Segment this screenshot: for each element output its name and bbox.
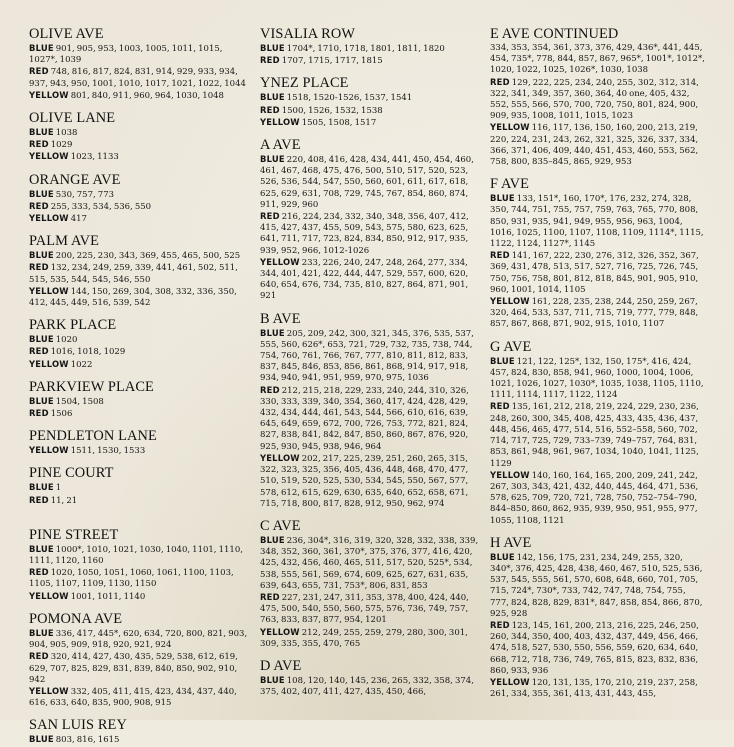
color-code-label: RED (490, 76, 510, 87)
address-line (490, 552, 706, 620)
street-name: G AVE (490, 338, 532, 355)
color-code-label: YELLOW (29, 445, 69, 456)
address-line (29, 567, 251, 590)
address-line (490, 470, 706, 527)
house-numbers: 1 (55, 483, 62, 494)
color-code-label: RED (29, 200, 49, 211)
house-numbers: 901, 905, 953, 1003, 1005, 1011, 1015, 1027*, 1039 (29, 44, 223, 66)
house-numbers: 1704*, 1710, 1718, 1801, 1811, 1820 (286, 44, 445, 54)
address-line (29, 262, 251, 285)
house-numbers: 1038 (55, 128, 78, 139)
color-code-label: BLUE (260, 43, 285, 53)
street-name: E AVE CONTINUED (490, 26, 619, 42)
color-code-label: BLUE (29, 127, 54, 138)
color-code-label: BLUE (29, 250, 54, 261)
street-name: SAN LUIS REY (29, 717, 127, 734)
street-entry (29, 466, 251, 506)
house-numbers: 1511, 1530, 1533 (70, 446, 146, 457)
street-name: C AVE (260, 517, 301, 534)
color-code-label: RED (490, 619, 510, 630)
house-numbers: 1022 (70, 359, 93, 370)
color-code-label: RED (260, 104, 280, 115)
street-entry (29, 718, 251, 746)
street-entry (29, 528, 251, 603)
street-entry (260, 312, 482, 510)
color-code-label: BLUE (260, 92, 285, 103)
color-code-label: RED (29, 651, 49, 662)
color-code-label: RED (29, 408, 49, 419)
color-code-label: BLUE (29, 395, 54, 406)
color-code-label: YELLOW (260, 452, 300, 463)
street-name: B AVE (260, 310, 301, 327)
street-entry (29, 429, 251, 457)
address-line (29, 482, 251, 494)
street-name: VISALIA ROW (260, 26, 356, 42)
street-entry (29, 234, 251, 309)
street-entry (260, 138, 482, 303)
color-code-label: BLUE (260, 674, 285, 685)
address-line (260, 453, 482, 510)
color-code-label: RED (29, 494, 49, 505)
street-name: OLIVE AVE (29, 26, 104, 42)
address-line (260, 55, 482, 67)
street-name: PINE STREET (29, 526, 119, 543)
house-numbers: 212, 215, 218, 229, 233, 240, 244, 310, 326, 330, 333, 339, 340, 354, 360, 417, 424, 428, 429, 432, 434, 444, 461, 543, 544, 566, 610, 616, 639, 645, 649, 659, 672, 700, 726, 753, 772, 821, 824, 827, 838, 841, 842, 847, 850, 860, 867, 876, 920, 925, 930, 945, 938, 946, 964 (260, 385, 469, 452)
address-line (490, 77, 706, 123)
street-entry (490, 340, 706, 527)
color-code-label: YELLOW (490, 469, 530, 480)
house-numbers: 216, 224, 234, 332, 340, 348, 356, 407, 412, 415, 427, 437, 455, 509, 543, 575, 580, 623, 625, 641, 711, 717, 723, 824, 834, 850, 912, 917, 935, 939, 952, 966, 1012-1026 (260, 212, 469, 256)
address-line (29, 213, 251, 225)
address-line (29, 139, 251, 151)
address-line (29, 286, 251, 309)
color-code-label: BLUE (29, 482, 54, 493)
house-numbers: 1506 (50, 409, 73, 420)
color-code-label: RED (29, 346, 49, 357)
address-line (260, 385, 482, 453)
house-numbers: 129, 222, 225, 234, 240, 255, 302, 312, 314, 322, 341, 349, 357, 360, 364, 40 one, 405, 432, 552, 555, 566, 570, 700, 720, 750, 801, 824, 900, 909, 935, 1008, 1011, 1015, 1023 (490, 77, 699, 122)
house-numbers: 220, 408, 416, 428, 434, 441, 450, 454, 460, 461, 467, 468, 475, 476, 500, 510, 517, 520, 523, 526, 536, 544, 547, 550, 560, 601, 611, 617, 618, 625, 629, 631, 708, 729, 745, 767, 854, 860, 874, 911, 929, 960 (260, 155, 474, 210)
color-code-label: YELLOW (29, 151, 69, 162)
address-line (29, 189, 251, 201)
color-code-label: YELLOW (29, 685, 69, 696)
color-code-label: RED (260, 211, 280, 222)
street-entry (260, 76, 482, 129)
color-code-label: BLUE (29, 627, 54, 638)
address-line (260, 535, 482, 592)
color-code-label: BLUE (490, 551, 515, 562)
street-name: ORANGE AVE (29, 171, 121, 188)
address-line (490, 122, 706, 168)
color-code-label: YELLOW (29, 590, 69, 601)
house-numbers: 140, 160, 164, 165, 200, 209, 241, 242, 267, 303, 343, 421, 432, 440, 445, 464, 471, 536, 578, 625, 709, 720, 721, 728, 750, 752–754–790, 844–850, 860, 862, 935, 939, 950, 951, 955, 977, 1055, 1108, 1121 (490, 470, 699, 526)
address-line (260, 105, 482, 117)
house-numbers: 200, 225, 230, 343, 369, 455, 465, 500, 525 (55, 251, 241, 262)
color-code-label: BLUE (29, 334, 54, 345)
color-code-label: RED (260, 591, 280, 602)
address-line (260, 328, 482, 385)
street-name: PINE COURT (29, 465, 114, 482)
address-line (29, 408, 251, 420)
address-line (29, 127, 251, 139)
address-line (29, 90, 251, 102)
address-line (260, 92, 482, 104)
house-numbers: 332, 405, 411, 415, 423, 434, 437, 440, 616, 633, 640, 835, 900, 908, 915 (29, 686, 237, 709)
house-numbers: 161, 228, 235, 238, 244, 250, 259, 267, 320, 464, 533, 537, 711, 715, 719, 777, 779, 848, 857, 867, 868, 871, 902, 915, 1010, 1107 (490, 297, 699, 330)
address-line (490, 356, 706, 402)
street-name: A AVE (260, 137, 301, 154)
house-numbers: 1020 (55, 335, 78, 346)
street-name: H AVE (490, 534, 532, 551)
color-code-label: YELLOW (490, 296, 530, 307)
street-name: OLIVE LANE (29, 110, 116, 127)
address-line (29, 151, 251, 163)
street-name: F AVE (490, 176, 530, 193)
color-code-label: YELLOW (490, 676, 530, 687)
address-line (29, 250, 251, 262)
address-line (490, 677, 706, 700)
address-line (260, 154, 482, 211)
house-numbers: 120, 131, 135, 170, 210, 219, 237, 258, 261, 334, 355, 361, 413, 431, 443, 455, (490, 677, 698, 700)
color-code-label: RED (29, 262, 49, 273)
color-code-label: BLUE (260, 534, 285, 545)
address-line (29, 591, 251, 603)
color-code-label: YELLOW (490, 122, 530, 133)
street-entry (29, 380, 251, 420)
address-line (29, 651, 251, 686)
address-line (29, 43, 251, 66)
address-line (490, 43, 706, 77)
street-name: D AVE (260, 657, 302, 674)
address-line (490, 620, 706, 677)
address-line (29, 686, 251, 709)
house-numbers: 133, 151*, 160, 170*, 176, 232, 274, 328, 350, 744, 751, 755, 757, 759, 763, 765, 770, 808, 850, 931, 935, 941, 949, 955, 956, 963, 1004, 1016, 1025, 1100, 1107, 1108, 1109, 1114*, 1115, 1122, 1124, 1127*, 1145 (490, 194, 704, 250)
street-entry (29, 612, 251, 709)
address-line (29, 201, 251, 213)
color-code-label: RED (490, 401, 510, 412)
address-line (29, 544, 251, 567)
street-column-3 (490, 27, 706, 720)
street-entry (29, 173, 251, 226)
house-numbers: 417 (70, 214, 87, 225)
color-code-label: YELLOW (260, 116, 300, 127)
house-numbers: 1707, 1715, 1717, 1815 (281, 56, 383, 67)
street-column-2 (260, 27, 482, 720)
color-code-label: BLUE (29, 188, 54, 199)
house-numbers: 142, 156, 175, 231, 234, 249, 255, 320, 340*, 376, 425, 428, 438, 460, 467, 510, 525, 536, 537, 545, 555, 561, 570, 608, 648, 660, 701, 705, 715, 724*, 730*, 733, 742, 747, 748, 754, 755, 777, 824, 828, 829, 831*, 847, 858, 854, 866, 870, 925, 928 (490, 552, 703, 619)
house-numbers: 1016, 1018, 1029 (50, 347, 126, 358)
color-code-label: BLUE (260, 327, 285, 338)
house-numbers: 236, 304*, 316, 319, 320, 328, 332, 338, 339, 348, 352, 360, 361, 370*, 375, 376, 377, 416, 420, 425, 432, 456, 460, 465, 511, 517, 520, 525*, 534, 538, 555, 561, 569, 674, 609, 625, 627, 631, 635, 639, 643, 655, 731, 753*, 806, 831, 853 (260, 535, 479, 591)
color-code-label: YELLOW (29, 213, 69, 224)
house-numbers: 132, 234, 249, 259, 339, 441, 461, 502, 511, 515, 535, 544, 545, 546, 550 (29, 263, 238, 285)
house-numbers: 1505, 1508, 1517 (301, 117, 377, 128)
house-numbers: 803, 816, 1615 (55, 735, 120, 746)
color-code-label: BLUE (490, 193, 515, 204)
house-numbers: 255, 333, 534, 536, 550 (50, 201, 152, 212)
house-numbers: 227, 231, 247, 311, 353, 378, 400, 424, 440, 475, 500, 540, 550, 560, 575, 576, 736, 749, 757, 763, 833, 837, 877, 954, 1201 (260, 592, 469, 626)
color-code-label: YELLOW (260, 626, 300, 637)
house-numbers: 205, 209, 242, 300, 321, 345, 376, 535, 537, 555, 560, 626*, 653, 721, 729, 732, 735, 738, 744, 754, 760, 761, 766, 767, 777, 810, 811, 812, 833, 837, 845, 846, 853, 856, 861, 868, 914, 917, 918, 934, 940, 941, 951, 959, 970, 975, 1036 (260, 328, 474, 384)
street-name: PARK PLACE (29, 317, 117, 334)
house-numbers: 320, 414, 427, 430, 435, 529, 538, 612, 619, 629, 707, 825, 829, 831, 839, 840, 850, 902, 910, 942 (29, 652, 238, 685)
house-numbers: 530, 757, 773 (55, 189, 115, 200)
address-line (29, 359, 251, 371)
address-line (260, 675, 482, 698)
house-numbers: 334, 353, 354, 361, 373, 376, 429, 436*, 441, 445, 454, 735*, 778, 844, 857, 867, 965*, 1001*, 1012*, 1020, 1022, 1025, 1026*, 1030, 1038 (490, 43, 705, 76)
address-line (260, 117, 482, 129)
address-line (29, 346, 251, 358)
color-code-label: BLUE (29, 543, 54, 554)
house-numbers: 121, 122, 125*, 132, 150, 175*, 416, 424, 457, 824, 830, 858, 941, 960, 1000, 1004, 1006, 1021, 1026, 1027, 1030*, 1035, 1038, 1105, 1110, 1111, 1114, 1117, 1122, 1124 (490, 356, 704, 401)
address-line (260, 257, 482, 303)
house-numbers: 123, 145, 161, 200, 213, 216, 225, 246, 250, 260, 344, 350, 400, 403, 432, 437, 449, 456, 466, 474, 518, 527, 530, 550, 556, 559, 620, 634, 640, 668, 712, 718, 736, 749, 765, 815, 823, 832, 836, 860, 933, 936 (490, 620, 699, 676)
address-line (260, 627, 482, 650)
street-name: PALM AVE (29, 233, 99, 250)
street-name: PARKVIEW PLACE (29, 378, 154, 395)
house-numbers: 11, 21 (50, 495, 78, 506)
house-numbers: 212, 249, 255, 259, 279, 280, 300, 301, 309, 335, 355, 470, 765 (260, 627, 468, 649)
color-code-label: RED (260, 55, 280, 66)
address-line (29, 495, 251, 507)
house-numbers: 1504, 1508 (55, 396, 104, 407)
street-name: PENDLETON LANE (29, 428, 157, 445)
address-line (490, 401, 706, 469)
color-code-label: YELLOW (29, 358, 69, 369)
street-entry (29, 111, 251, 164)
color-code-label: RED (29, 567, 49, 578)
house-numbers: 1029 (50, 140, 73, 151)
color-code-label: RED (260, 384, 280, 395)
house-numbers: 1023, 1133 (70, 152, 119, 163)
address-line (29, 628, 251, 651)
color-code-label: BLUE (29, 734, 54, 745)
house-numbers: 801, 840, 911, 960, 964, 1030, 1048 (70, 90, 224, 101)
color-code-label: BLUE (29, 43, 54, 53)
house-numbers: 135, 161, 212, 218, 219, 224, 229, 230, 236, 248, 260, 300, 345, 408, 425, 433, 435, 436, 437, 448, 456, 465, 477, 514, 516, 552–558, 560, 702, 714, 717, 725, 729, 733–739, 749–757, 764, 831, 853, 861, 948, 961, 967, 1034, 1040, 1041, 1125, 1129 (490, 402, 699, 469)
street-entry (29, 318, 251, 371)
house-numbers: 748, 816, 817, 824, 831, 914, 929, 933, 934, 937, 943, 950, 1001, 1010, 1017, 1021, 1022, 1044 (29, 67, 246, 89)
house-numbers: 116, 117, 136, 150, 160, 200, 213, 219, 220, 224, 231, 243, 262, 321, 325, 326, 337, 334, 366, 371, 406, 409, 440, 451, 453, 460, 553, 562, 758, 800, 835–845, 865, 929, 953 (490, 123, 699, 168)
color-code-label: BLUE (490, 355, 515, 366)
house-numbers: 141, 167, 222, 230, 276, 312, 326, 352, 367, 369, 431, 478, 513, 517, 527, 716, 725, 726, 745, 750, 756, 758, 801, 812, 818, 845, 901, 905, 910, 960, 1001, 1014, 1105 (490, 251, 699, 295)
color-code-label: RED (29, 139, 49, 150)
address-line (29, 334, 251, 346)
color-code-label: RED (490, 250, 510, 261)
street-name: YNEZ PLACE (260, 75, 349, 92)
street-entry (260, 27, 482, 67)
street-entry (260, 519, 482, 650)
color-code-label: YELLOW (29, 89, 69, 100)
color-code-label: YELLOW (260, 256, 300, 267)
house-numbers: 108, 120, 140, 145, 236, 265, 332, 358, 374, 375, 402, 407, 411, 427, 435, 450, 466, (260, 675, 474, 698)
color-code-label: BLUE (260, 154, 285, 165)
address-line (260, 43, 482, 55)
address-line (29, 66, 251, 89)
address-line (260, 592, 482, 627)
house-numbers: 1020, 1050, 1051, 1060, 1061, 1100, 1103, 1105, 1107, 1109, 1130, 1150 (29, 568, 234, 590)
address-line (490, 250, 706, 296)
street-name: POMONA AVE (29, 610, 123, 627)
street-entry (260, 659, 482, 698)
address-line (260, 211, 482, 257)
street-entry (29, 27, 251, 102)
house-numbers: 202, 217, 225, 239, 251, 260, 265, 315, 322, 323, 325, 356, 405, 436, 448, 468, 470, 477, 510, 519, 520, 525, 530, 534, 545, 550, 567, 577, 578, 612, 615, 629, 630, 635, 640, 652, 658, 671, 715, 718, 800, 817, 828, 912, 950, 962, 974 (260, 453, 469, 509)
house-numbers: 1000*, 1010, 1021, 1030, 1040, 1101, 1110, 1111, 1120, 1160 (29, 544, 243, 567)
house-numbers: 233, 226, 240, 247, 248, 264, 277, 334, 344, 401, 421, 422, 444, 447, 529, 557, 600, 620, 640, 654, 676, 734, 735, 810, 827, 864, 871, 901, 921 (260, 257, 469, 302)
street-entry (490, 536, 706, 701)
color-code-label: YELLOW (29, 285, 69, 296)
color-code-label: RED (29, 66, 49, 77)
house-numbers: 1518, 1520-1526, 1537, 1541 (286, 93, 413, 104)
street-entry (490, 177, 706, 330)
street-column-1 (29, 26, 251, 746)
house-numbers: 336, 417, 445*, 620, 634, 720, 800, 821, 903, 904, 905, 909, 918, 920, 921, 924 (29, 628, 248, 651)
address-line (29, 396, 251, 408)
street-entry (490, 27, 706, 168)
address-line (29, 445, 251, 457)
address-line (29, 734, 251, 746)
house-numbers: 1500, 1526, 1532, 1538 (281, 105, 383, 116)
house-numbers: 1001, 1011, 1140 (70, 591, 146, 602)
address-line (490, 296, 706, 331)
house-numbers: 144, 150, 269, 304, 308, 332, 336, 350, 412, 445, 449, 516, 539, 542 (29, 286, 237, 309)
address-line (490, 193, 706, 250)
